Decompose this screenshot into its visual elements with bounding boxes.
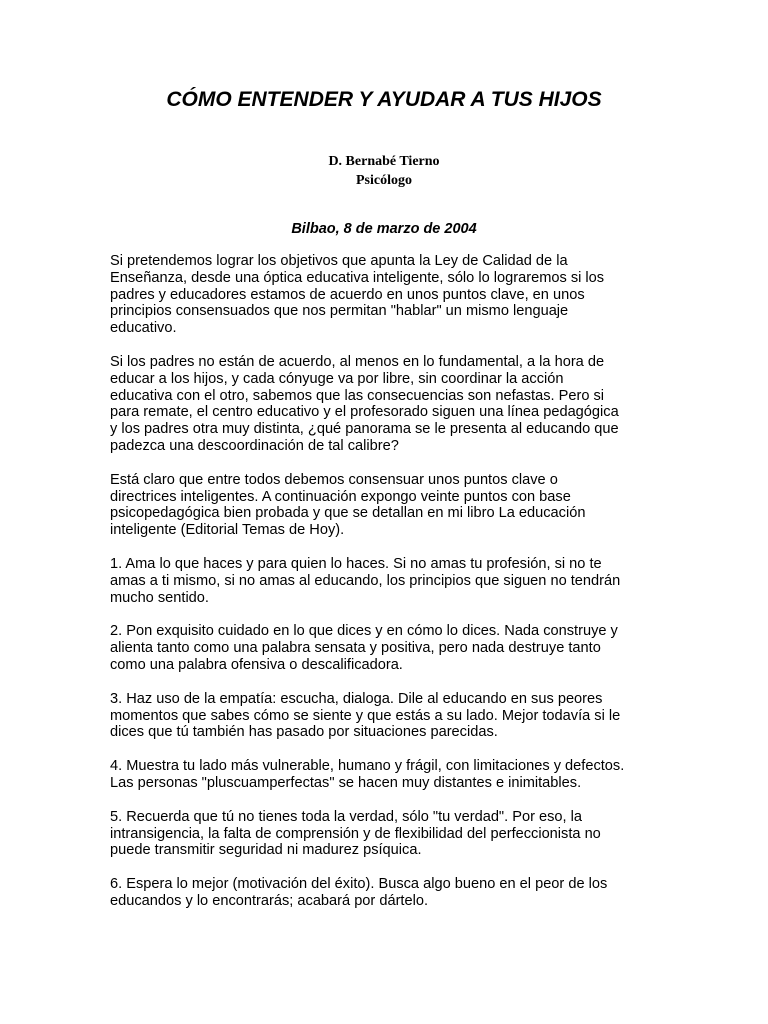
paragraph-line: educativa con el otro, sabemos que las consecuencias son nefastas. Pero si bbox=[110, 387, 605, 404]
paragraph-line: intransigencia, la falta de comprensión y de flexibilidad del perfeccionista no bbox=[110, 825, 601, 842]
paragraph-line: educandos y lo encontrarás; acabará por dártelo. bbox=[110, 892, 429, 909]
paragraph bbox=[110, 809, 662, 859]
paragraph-line: directrices inteligentes. A continuación expongo veinte puntos con base bbox=[110, 488, 571, 505]
paragraph-line: psicopedagógica bien probada y que se detallan en mi libro La educación bbox=[110, 505, 586, 522]
paragraph-line: inteligente (Editorial Temas de Hoy). bbox=[110, 522, 345, 539]
paragraph bbox=[110, 691, 662, 741]
paragraph-line: educar a los hijos, y cada cónyuge va por libre, sin coordinar la acción bbox=[110, 370, 564, 387]
paragraph-line: alienta tanto como una palabra sensata y positiva, pero nada destruye tanto bbox=[110, 640, 601, 657]
paragraph-line: 5. Recuerda que tú no tienes toda la verdad, sólo "tu verdad". Por eso, la bbox=[110, 808, 582, 825]
paragraph-line: 3. Haz uso de la empatía: escucha, dialoga. Dile al educando en sus peores bbox=[110, 690, 603, 707]
paragraph bbox=[110, 354, 662, 455]
paragraph-line: y los padres otra muy distinta, ¿qué panorama se le presenta al educando que bbox=[110, 421, 619, 438]
paragraph-line: como una palabra ofensiva o descalificadora. bbox=[110, 656, 403, 673]
document-title: CÓMO ENTENDER Y AYUDAR A TUS HIJOS bbox=[166, 88, 602, 111]
paragraph bbox=[110, 253, 662, 337]
paragraph-line: para remate, el centro educativo y el profesorado siguen una línea pedagógica bbox=[110, 404, 619, 421]
paragraph-line: educativo. bbox=[110, 320, 177, 337]
body-text bbox=[110, 253, 662, 927]
paragraph-line: 2. Pon exquisito cuidado en lo que dices y en cómo lo dices. Nada construye y bbox=[110, 623, 618, 640]
author-role: Psicólogo bbox=[356, 173, 412, 188]
paragraph-line: Si pretendemos lograr los objetivos que apunta la Ley de Calidad de la bbox=[110, 253, 568, 269]
paragraph-line: puede transmitir seguridad ni madurez psíquica. bbox=[110, 842, 422, 859]
paragraph-line: 6. Espera lo mejor (motivación del éxito). Busca algo bueno en el peor de los bbox=[110, 876, 608, 893]
paragraph bbox=[110, 556, 662, 606]
paragraph-line: Las personas "pluscuamperfectas" se hacen muy distantes e inimitables. bbox=[110, 774, 582, 791]
paragraph bbox=[110, 876, 662, 910]
paragraph bbox=[110, 623, 662, 673]
paragraph-line: Si los padres no están de acuerdo, al menos en lo fundamental, a la hora de bbox=[110, 353, 605, 370]
paragraph-line: mucho sentido. bbox=[110, 589, 209, 606]
paragraph-line: Está claro que entre todos debemos consensuar unos puntos clave o bbox=[110, 471, 558, 488]
paragraph-line: amas a ti mismo, si no amas al educando, los principios que siguen no tendrán bbox=[110, 572, 621, 589]
paragraph bbox=[110, 758, 662, 792]
paragraph-line: padezca una descoordinación de tal calibre? bbox=[110, 437, 399, 454]
paragraph-line: principios consensuados que nos permitan "hablar" un mismo lenguaje bbox=[110, 303, 569, 320]
paragraph-line: padres y educadores estamos de acuerdo en unos puntos clave, en unos bbox=[110, 286, 585, 303]
paragraph-line: Enseñanza, desde una óptica educativa inteligente, sólo lo lograremos si los bbox=[110, 269, 605, 286]
dateline: Bilbao, 8 de marzo de 2004 bbox=[291, 221, 477, 237]
paragraph-line: momentos que sabes cómo se siente y que estás a su lado. Mejor todavía si le bbox=[110, 707, 621, 724]
author-name: D. Bernabé Tierno bbox=[328, 154, 440, 169]
paragraph bbox=[110, 472, 662, 539]
paragraph-line: 1. Ama lo que haces y para quien lo haces. Si no amas tu profesión, si no te bbox=[110, 555, 602, 572]
author-block bbox=[0, 152, 768, 190]
paragraph-line: 4. Muestra tu lado más vulnerable, humano y frágil, con limitaciones y defectos. bbox=[110, 758, 625, 775]
paragraph-line: dices que tú también has pasado por situaciones parecidas. bbox=[110, 724, 498, 741]
